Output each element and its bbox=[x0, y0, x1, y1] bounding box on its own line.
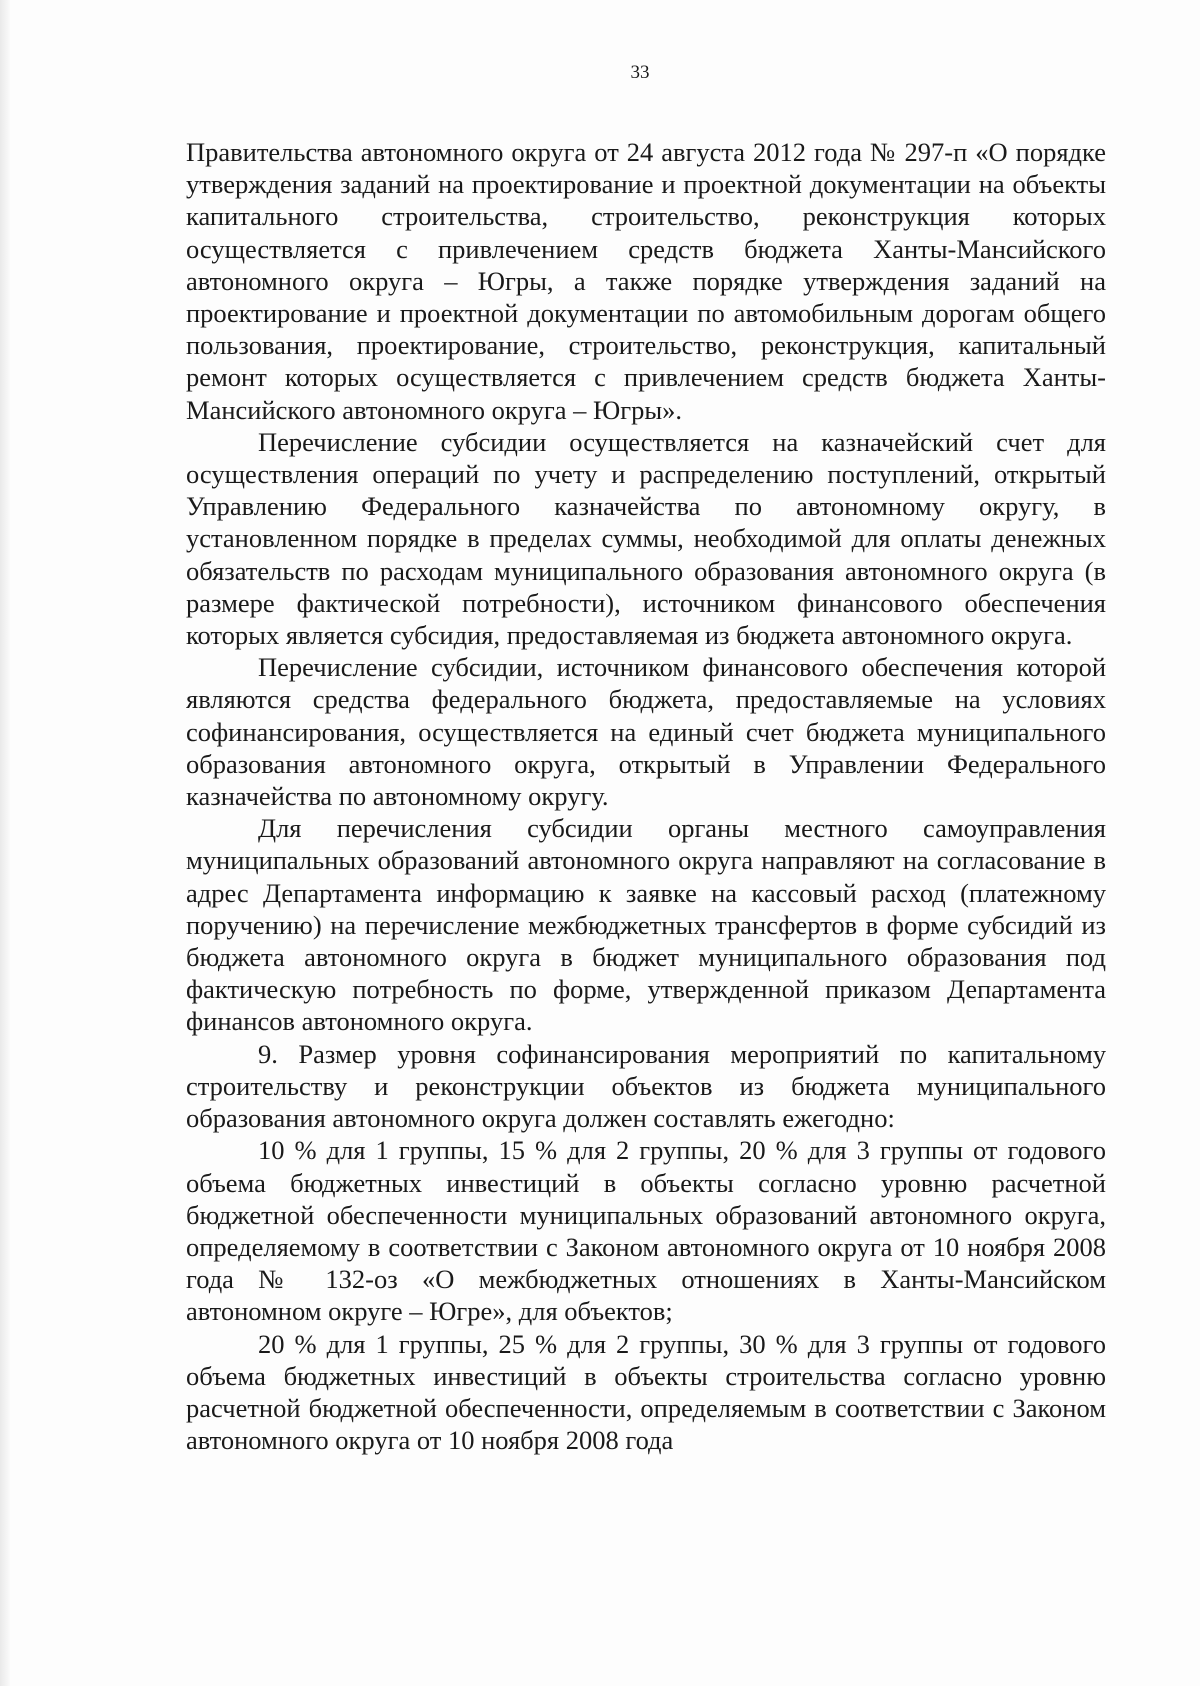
page-number: 33 bbox=[630, 62, 650, 83]
paragraph-transfer-procedure: Для перечисления субсидии органы местного самоуправления муниципальных образований автономного округа направляют на согласование в адрес Департамента информацию к заявке на кассовый расход (платежному поручению) на перечисление межбюджетных трансфертов в форме субсидий из бюджета автономного округа в бюджет муниципального образования под фактическую потребность по форме, утвержденной приказом Департамента финансов автономного округа. bbox=[186, 813, 1106, 1037]
paragraph-federal-cofinancing: Перечисление субсидии, источником финансового обеспечения которой являются средства федерального бюджета, предоставляемые на условиях софинансирования, осуществляется на единый счет бюджета муниципального образования автономного округа, открытый в Управлении Федерального казначейства по автономному округу. bbox=[186, 652, 1106, 812]
document-body bbox=[186, 136, 1106, 1456]
paragraph-item-9: 9. Размер уровня софинансирования мероприятий по капитальному строительству и реконструкции объектов из бюджета муниципального образования автономного округа должен составлять ежегодно: bbox=[186, 1038, 1106, 1134]
paragraph-subsidy-transfer: Перечисление субсидии осуществляется на казначейский счет для осуществления операций по учету и распределению поступлений, открытый Управлению Федерального казначейства по автономному округу, в установленном порядке в пределах суммы, необходимой для оплаты денежных обязательств по расходам муниципального образования автономного округа (в размере фактической потребности), источником финансового обеспечения которых является субсидия, предоставляемая из бюджета автономного округа. bbox=[186, 426, 1106, 651]
paragraph-continuation: Правительства автономного округа от 24 августа 2012 года № 297-п «О порядке утверждения заданий на проектирование и проектной документации на объекты капитального строительства, строительство, реконструкция которых осуществляется с привлечением средств бюджета Ханты-Мансийского автономного округа – Югры, а также порядке утверждения заданий на проектирование и проектной документации по автомобильным дорогам общего пользования, проектирование, строительство, реконструкция, капитальный ремонт которых осуществляется с привлечением средств бюджета Ханты-Мансийского автономного округа – Югры». bbox=[186, 137, 1106, 425]
paragraph-cofinancing-rates-1: 10 % для 1 группы, 15 % для 2 группы, 20 % для 3 группы от годового объема бюджетных инвестиций в объекты согласно уровню расчетной бюджетной обеспеченности муниципальных образований автономного округа, определяемому в соответствии с Законом автономного округа от 10 ноября 2008 года № 132-оз «О межбюджетных отношениях в Ханты-Мансийском автономном округе – Югре», для объектов; bbox=[186, 1135, 1106, 1327]
paragraph-cofinancing-rates-2: 20 % для 1 группы, 25 % для 2 группы, 30 % для 3 группы от годового объема бюджетных инвестиций в объекты строительства согласно уровню расчетной бюджетной обеспеченности, определяемым в соответствии с Законом автономного округа от 10 ноября 2008 года bbox=[186, 1328, 1106, 1456]
scan-edge-shadow bbox=[0, 0, 10, 1686]
